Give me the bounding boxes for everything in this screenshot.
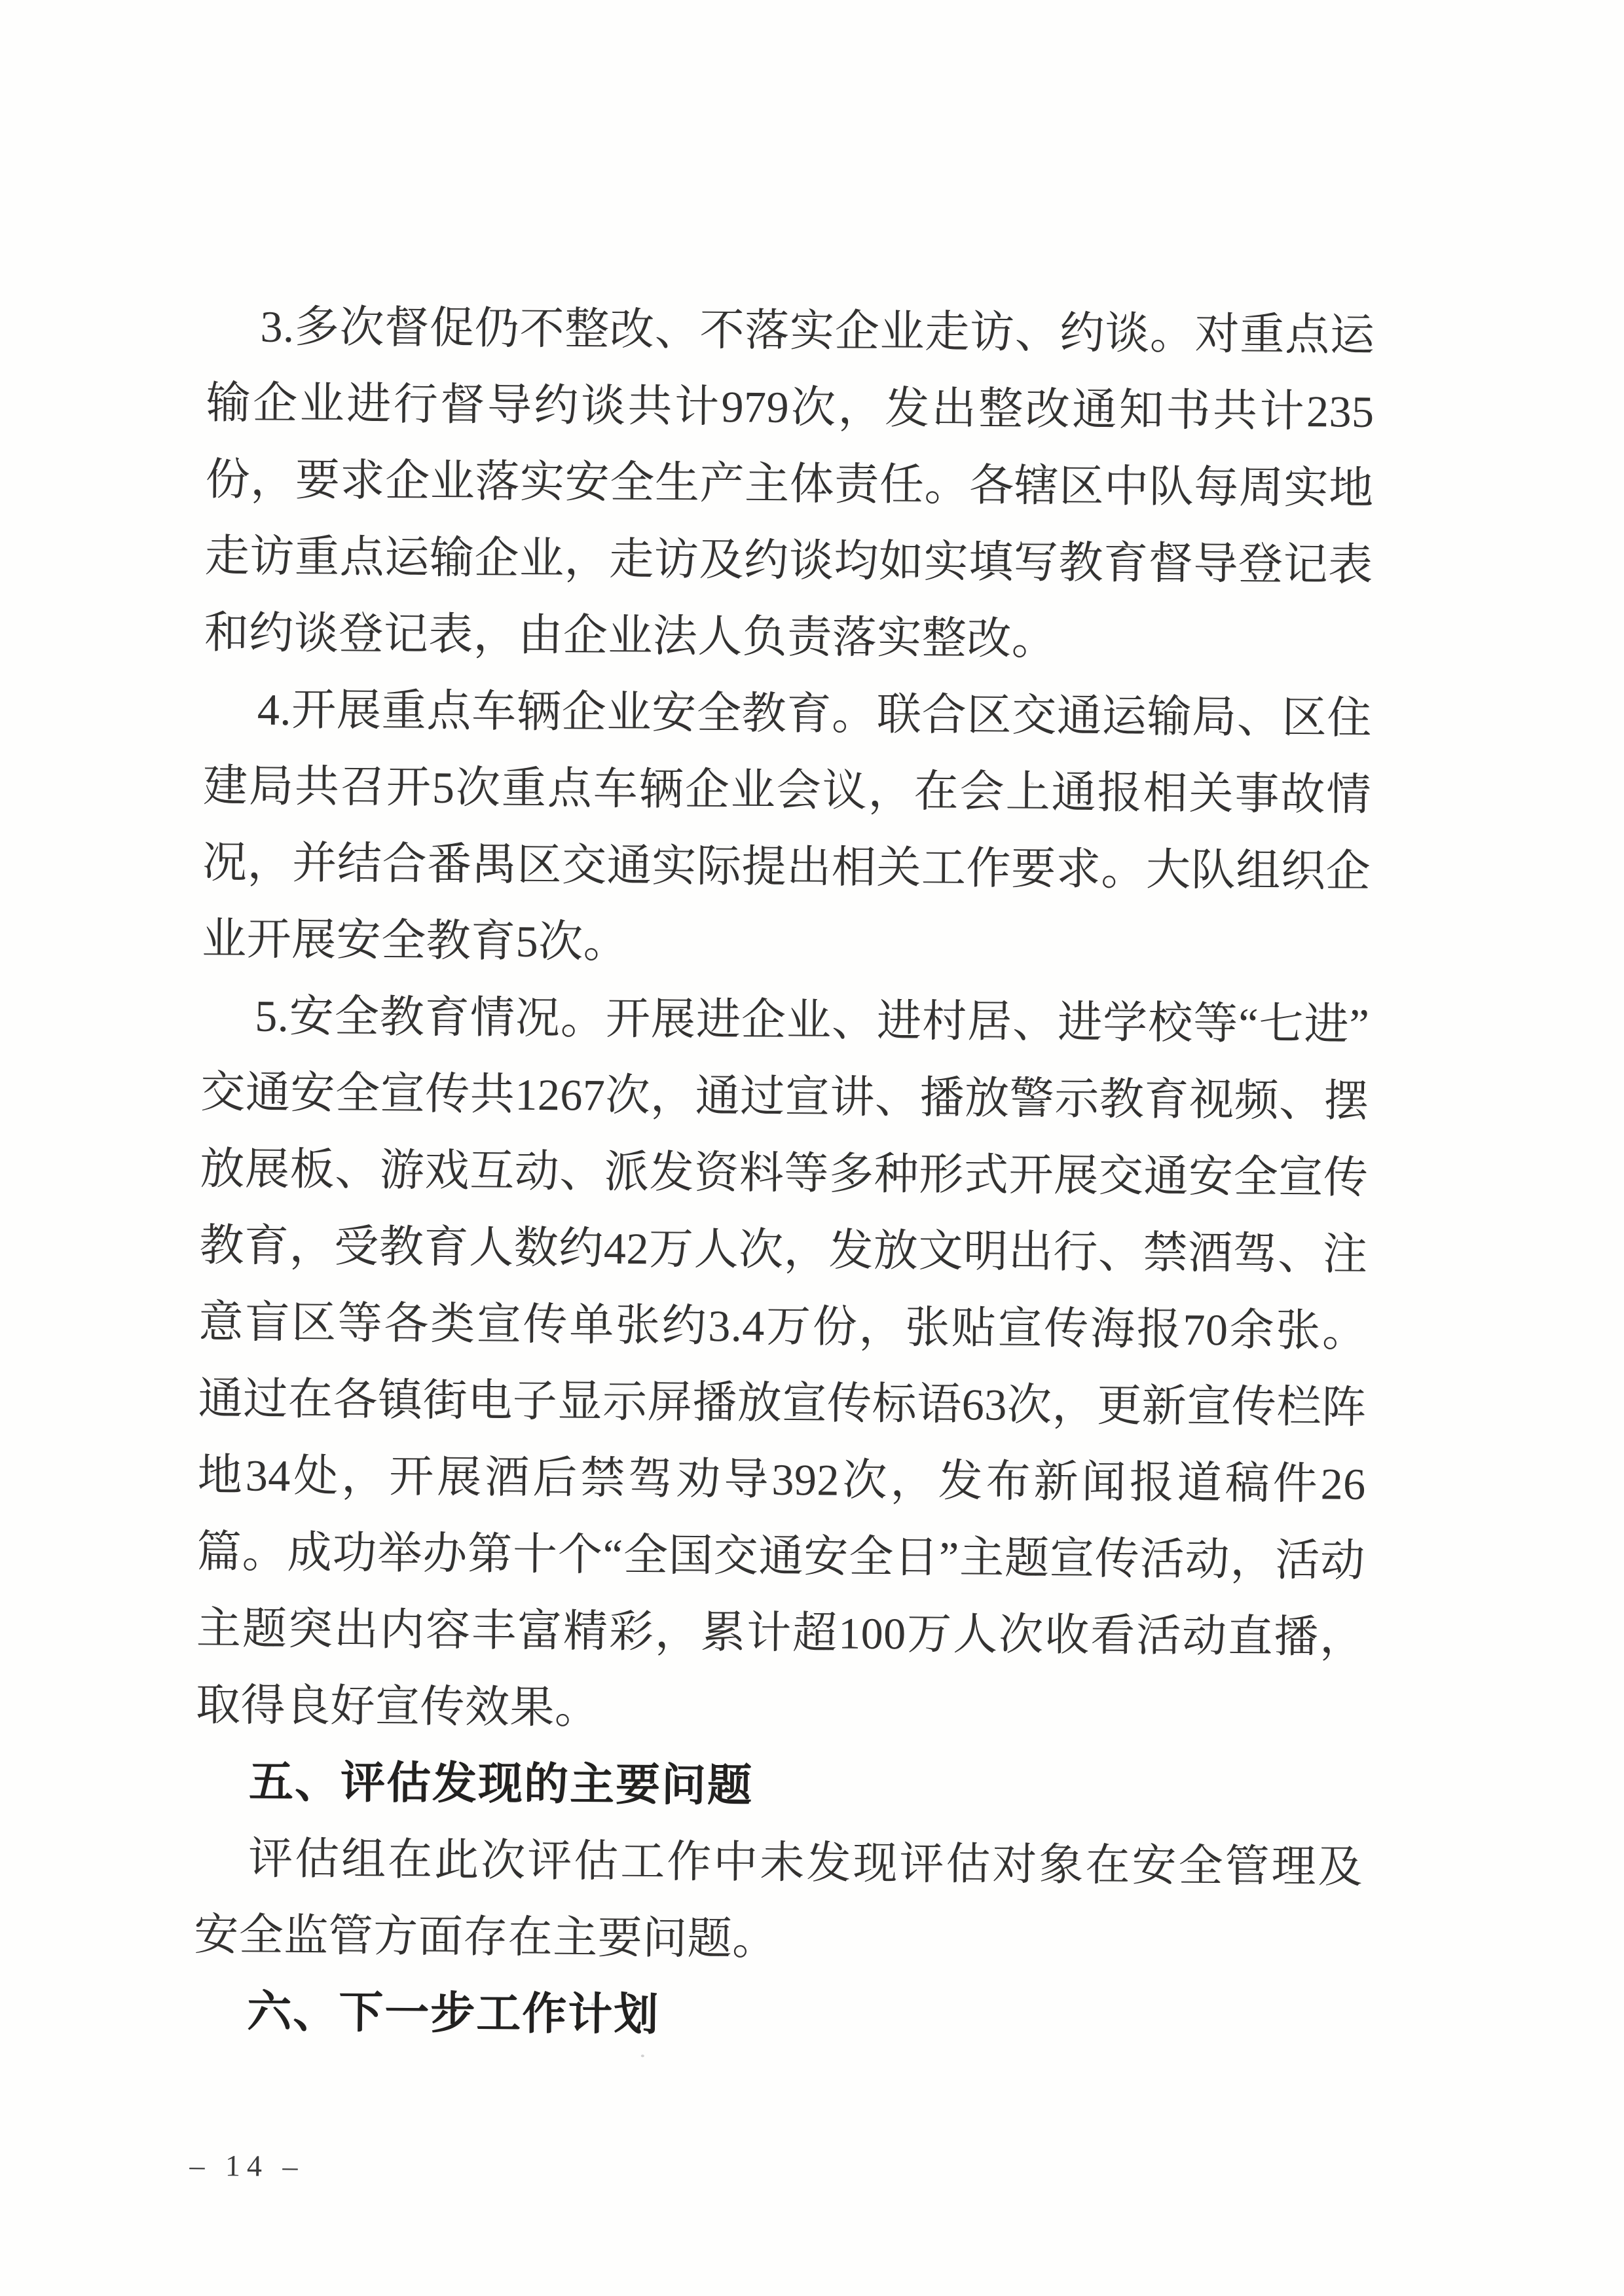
scan-speck — [1031, 782, 1034, 785]
page-number: – 14 – — [189, 2148, 304, 2183]
document-body — [193, 288, 1375, 2059]
section-heading-next-step-work-plan: 六、下一步工作计划 — [247, 1986, 660, 2040]
paragraph-key-vehicle-enterprise-education: 4.开展重点车辆企业安全教育。联合区交通运输局、区住建局共召开5次重点车辆企业会议，在会上通报相关事故情况，并结合番禺区交通实际提出相关工作要求。大队组织企业开展安全教育5次。 — [201, 684, 1373, 968]
section-heading-main-problems-found: 五、评估发现的主要问题 — [248, 1757, 754, 1811]
scan-speck — [591, 2003, 594, 2006]
paragraph-supervision-interviews: 3.多次督促仍不整改、不落实企业走访、约谈。对重点运输企业进行督导约谈共计979次，发出整改通知书共计235份，要求企业落实安全生产主体责任。各辖区中队每周实地走访重点运输企业，走访及约谈均如实填写教育督导登记表和约谈登记表，由企业法人负责落实整改。 — [204, 301, 1375, 665]
scan-speck — [641, 2054, 644, 2057]
paragraph-no-major-problems: 评估组在此次评估工作中未发现评估对象在安全管理及安全监管方面存在主要问题。 — [193, 1833, 1363, 1964]
paragraph-safety-publicity-education: 5.安全教育情况。开展进企业、进村居、进学校等“七进”交通安全宣传共1267次，通过宣讲、播放警示教育视频、摆放展板、游戏互动、派发资料等多种形式开展交通安全宣传教育，受教育人数约42万人次，发放文明出行、禁酒驾、注意盲区等各类宣传单张约3.4万份，张贴宣传海报70余张。通过在各镇街电子显示屏播放宣传标语63次，更新宣传栏阵地34处，开展酒后禁驾劝导392次，发布新闻报道稿件26篇。成功举办第十个“全国交通安全日”主题宣传活动，活动主题突出内容丰富精彩，累计超100万人次收看活动直播，取得良好宣传效果。 — [195, 991, 1370, 1733]
